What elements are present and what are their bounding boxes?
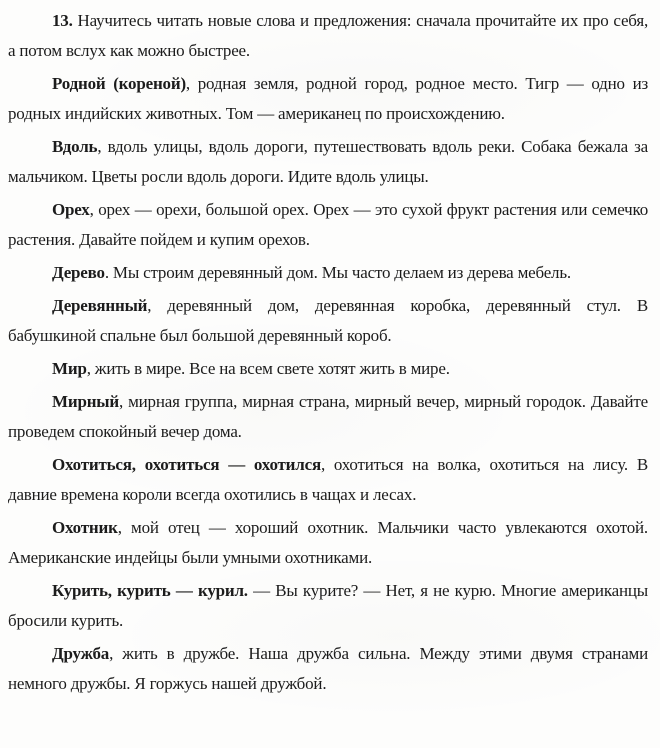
vocab-body: , родная земля, родной город, родное место. Тигр — одно из родных индийских животных. Том — американец по происхождению. xyxy=(8,74,648,123)
vocab-body: , орех — орехи, большой орех. Орех — это сухой фрукт растения или семечко растения. Давайте пойдем и купим орехов. xyxy=(8,200,648,249)
vocab-headword: Мир xyxy=(52,359,87,378)
vocab-headword: Деревянный xyxy=(52,296,148,315)
exercise-number: 13. xyxy=(52,11,73,30)
vocab-headword: Охотиться, охотиться — охотился xyxy=(52,455,321,474)
vocab-headword: Охотник xyxy=(52,518,118,537)
vocab-headword: Орех xyxy=(52,200,90,219)
vocab-headword: Дружба xyxy=(52,644,110,663)
vocab-headword: Родной (кореной) xyxy=(52,74,186,93)
vocab-paragraph-mir xyxy=(8,354,648,384)
vocab-headword: Вдоль xyxy=(52,137,98,156)
vocab-paragraph-derevo xyxy=(8,258,648,288)
vocab-body: , жить в мире. Все на всем свете хотят жить в мире. xyxy=(86,359,450,378)
vocab-headword: Курить, курить — курил. xyxy=(52,581,248,600)
vocab-paragraph-okhotitsya xyxy=(8,450,648,510)
vocab-body: , мирная группа, мирная страна, мирный вечер, мирный городок. Давайте проведем спокойный вечер дома. xyxy=(8,392,648,441)
vocab-paragraph-vdol xyxy=(8,132,648,192)
vocab-body: — Вы курите? — Нет, я не курю. Многие американцы бросили курить. xyxy=(8,581,648,630)
vocab-body: , жить в дружбе. Наша дружба сильна. Между этими двумя странами немного дружбы. Я горжусь нашей дружбой. xyxy=(8,644,648,693)
vocab-paragraph-okhotnik xyxy=(8,513,648,573)
vocab-paragraph-orekh xyxy=(8,195,648,255)
vocab-paragraph-derevyannyy xyxy=(8,291,648,351)
exercise-instruction: Научитесь читать новые слова и предложения: сначала прочитайте их про себя, а потом вслух как можно быстрее. xyxy=(8,11,648,60)
vocab-headword: Мирный xyxy=(52,392,119,411)
vocab-body: , охотиться на волка, охотиться на лису. В давние времена короли всегда охотились в чащах и лесах. xyxy=(8,455,648,504)
vocab-paragraph-kurit xyxy=(8,576,648,636)
vocab-paragraph-mirnyy xyxy=(8,387,648,447)
vocab-paragraph-rodnoy xyxy=(8,69,648,129)
vocab-paragraph-druzhba xyxy=(8,639,648,699)
vocab-body: . Мы строим деревянный дом. Мы часто делаем из дерева мебель. xyxy=(104,263,571,282)
vocab-body: , вдоль улицы, вдоль дороги, путешествовать вдоль реки. Собака бежала за мальчиком. Цветы росли вдоль дороги. Идите вдоль улицы. xyxy=(8,137,648,186)
vocab-body: , мой отец — хороший охотник. Мальчики часто увлекаются охотой. Американские индейцы были умными охотниками. xyxy=(8,518,648,567)
exercise-paragraph xyxy=(8,6,648,66)
vocab-body: , деревянный дом, деревянная коробка, деревянный стул. В бабушкиной спальне был большой деревянный короб. xyxy=(8,296,648,345)
vocab-headword: Дерево xyxy=(52,263,105,282)
